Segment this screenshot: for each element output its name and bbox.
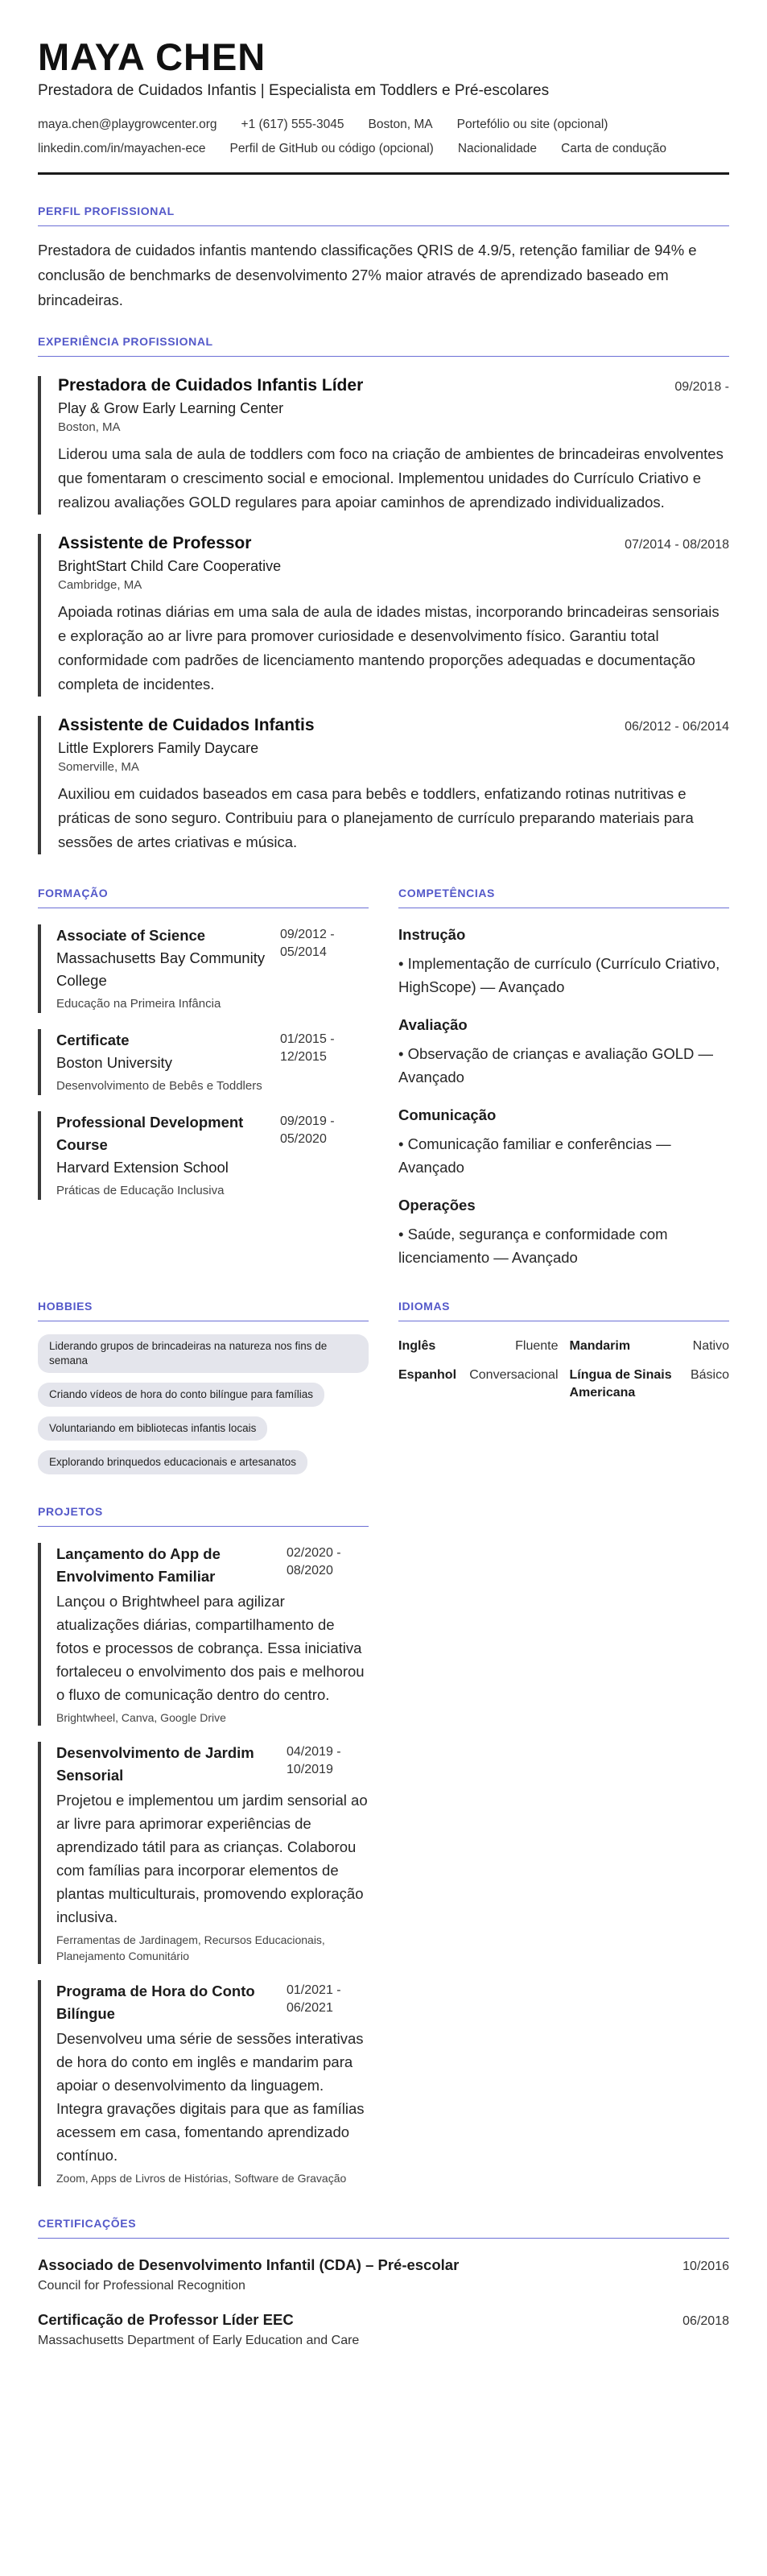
resume-header <box>38 35 729 175</box>
education-entry <box>38 1111 369 1200</box>
project-date: 04/2019 - 10/2019 <box>287 1745 341 1776</box>
language-name: Língua de Sinais Americana <box>569 1368 672 1400</box>
job-organization: Play & Grow Early Learning Center <box>58 400 284 416</box>
hobbies-section <box>38 1300 369 1474</box>
section-title: CERTIFICAÇÕES <box>38 2217 729 2239</box>
hobby-tag: Explorando brinquedos educacionais e artesanatos <box>38 1450 307 1474</box>
contact-linkedin[interactable]: linkedin.com/in/mayachen-ece <box>38 142 206 155</box>
language-entry <box>398 1367 559 1402</box>
hobbies-languages-row <box>38 1300 729 1474</box>
language-name: Mandarim <box>569 1339 631 1353</box>
section-title: COMPETÊNCIAS <box>398 887 729 908</box>
language-name: Inglês <box>398 1339 436 1353</box>
education-date: 01/2015 - 12/2015 <box>280 1032 335 1064</box>
section-title: HOBBIES <box>38 1300 369 1321</box>
section-title: FORMAÇÃO <box>38 887 369 908</box>
job-entry <box>38 716 729 854</box>
education-date: 09/2019 - 05/2020 <box>280 1114 335 1146</box>
language-level: Básico <box>690 1368 729 1382</box>
certification-date: 10/2016 <box>682 2260 729 2273</box>
contact-nationality: Nacionalidade <box>457 142 538 155</box>
job-title: Assistente de Professor <box>58 534 252 552</box>
job-location: Boston, MA <box>58 420 121 434</box>
education-date: 09/2012 - 05/2014 <box>280 928 335 959</box>
job-description: Apoiada rotinas diárias em uma sala de aula de idades mistas, incorporando brincadeiras sensoriais e exploração ao ar livre para promover curiosidade e desenvolvimento físico. Garantiu total conformidade com padrões de licenciamento mantendo proporções adequadas e documentação completa de incidentes. <box>58 603 720 693</box>
education-skills-row <box>38 887 729 1269</box>
project-title: Programa de Hora do Conto Bilíngue <box>56 1983 255 2022</box>
summary-section <box>38 205 729 312</box>
language-entry <box>570 1367 730 1402</box>
job-date: 07/2014 - 08/2018 <box>625 538 729 552</box>
skills-section <box>398 887 729 1269</box>
certification-name: Certificação de Professor Líder EEC <box>38 2311 294 2328</box>
education-entry <box>38 924 369 1013</box>
certifications-section <box>38 2217 729 2348</box>
experience-section <box>38 335 729 854</box>
skill-item: • Observação de crianças e avaliação GOLD — Avançado <box>398 1045 714 1085</box>
project-title: Lançamento do App de Envolvimento Familiar <box>56 1545 221 1585</box>
job-entry <box>38 376 729 515</box>
skill-item: • Implementação de currículo (Currículo Criativo, HighScope) — Avançado <box>398 955 720 995</box>
skill-category: Comunicação <box>398 1106 497 1123</box>
language-level: Nativo <box>692 1339 729 1353</box>
school: Boston University <box>56 1054 172 1071</box>
job-title: Assistente de Cuidados Infantis <box>58 716 315 734</box>
project-entry <box>38 1543 369 1726</box>
project-tools: Zoom, Apps de Livros de Histórias, Software de Gravação <box>56 2172 347 2185</box>
certification-name: Associado de Desenvolvimento Infantil (CDA) – Pré-escolar <box>38 2256 460 2273</box>
job-date: 06/2012 - 06/2014 <box>625 720 729 734</box>
candidate-name: MAYA CHEN <box>38 35 266 78</box>
job-location: Somerville, MA <box>58 760 139 774</box>
education-section <box>38 887 369 1269</box>
project-tools: Brightwheel, Canva, Google Drive <box>56 1711 226 1724</box>
language-entry <box>570 1338 730 1355</box>
skill-item: • Saúde, segurança e conformidade com licenciamento — Avançado <box>398 1226 668 1266</box>
job-description: Liderou uma sala de aula de toddlers com foco na criação de ambientes de brincadeiras envolventes que fomentaram o crescimento social e emocional. Implementou unidades do Currículo Criativo e realizou avaliações GOLD regulares para apoiar caminhos de aprendizado individualizados. <box>58 445 724 511</box>
education-field: Práticas de Educação Inclusiva <box>56 1184 225 1197</box>
headline: Prestadora de Cuidados Infantis | Especialista em Toddlers e Pré-escolares <box>38 82 550 99</box>
language-level: Fluente <box>515 1339 559 1353</box>
project-date: 01/2021 - 06/2021 <box>287 1983 341 2015</box>
school: Harvard Extension School <box>56 1159 229 1176</box>
job-entry <box>38 534 729 697</box>
language-name: Espanhol <box>398 1368 457 1382</box>
projects-row <box>38 1505 729 2186</box>
project-entry <box>38 1980 369 2186</box>
certification-issuer: Massachusetts Department of Early Education and Care <box>38 2334 360 2347</box>
section-title: PERFIL PROFISSIONAL <box>38 205 729 226</box>
job-description: Auxiliou em cuidados baseados em casa para bebês e toddlers, enfatizando rotinas nutritivas e práticas de sono seguro. Contribuiu para o planejamento de currículo preparando materiais para sessões de artes criativas e música. <box>58 785 694 850</box>
contact-list <box>38 118 682 156</box>
job-organization: BrightStart Child Care Cooperative <box>58 558 282 574</box>
project-date: 02/2020 - 08/2020 <box>287 1546 341 1577</box>
hobby-tag: Liderando grupos de brincadeiras na natureza nos fins de semana <box>38 1334 369 1373</box>
certification-entry <box>38 2256 729 2293</box>
skill-category: Instrução <box>398 926 466 943</box>
projects-section <box>38 1505 369 2186</box>
certification-issuer: Council for Professional Recognition <box>38 2279 245 2293</box>
contact-location: Boston, MA <box>368 118 433 131</box>
job-date: 09/2018 - <box>674 380 729 394</box>
language-entry <box>398 1338 559 1355</box>
project-title: Desenvolvimento de Jardim Sensorial <box>56 1744 254 1784</box>
job-title: Prestadora de Cuidados Infantis Líder <box>58 376 364 395</box>
hobby-tag: Criando vídeos de hora do conto bilíngue para famílias <box>38 1383 324 1407</box>
contact-email[interactable]: maya.chen@playgrowcenter.org <box>38 118 217 131</box>
education-entry <box>38 1029 369 1095</box>
degree: Certificate <box>56 1032 130 1048</box>
school: Massachusetts Bay Community College <box>56 949 266 989</box>
skill-item: • Comunicação familiar e conferências — Avançado <box>398 1135 671 1176</box>
certification-date: 06/2018 <box>682 2314 729 2328</box>
section-title: PROJETOS <box>38 1505 369 1527</box>
degree: Professional Development Course <box>56 1114 244 1153</box>
project-description: Desenvolveu uma série de sessões interativas de hora do conto em inglês e mandarim para apoiar o desenvolvimento da linguagem. Integra gravações digitais para que as famílias acessem em casa, fomentando aprendizado contínuo. <box>56 2030 365 2164</box>
skill-category: Operações <box>398 1197 476 1214</box>
project-description: Lançou o Brightwheel para agilizar atualizações diárias, compartilhamento de fotos e processos de cobrança. Essa iniciativa fortaleceu o envolvimento dos pais e melhorou o fluxo de comunicação dentro do centro. <box>56 1593 365 1703</box>
contact-driving-license: Carta de condução <box>561 142 667 155</box>
project-description: Projetou e implementou um jardim sensorial ao ar livre para aprimorar experiências de aprendizado tátil para as crianças. Colaborou com famílias para incorporar elementos de plantas multiculturais, promovendo exploração inclusiva. <box>56 1792 368 1925</box>
project-entry <box>38 1742 369 1964</box>
job-location: Cambridge, MA <box>58 578 142 592</box>
contact-portfolio[interactable]: Portefólio ou site (opcional) <box>456 118 608 131</box>
education-field: Desenvolvimento de Bebês e Toddlers <box>56 1079 262 1093</box>
job-organization: Little Explorers Family Daycare <box>58 740 259 756</box>
section-title: EXPERIÊNCIA PROFISSIONAL <box>38 335 729 357</box>
language-level: Conversacional <box>469 1368 559 1382</box>
education-field: Educação na Primeira Infância <box>56 997 221 1011</box>
contact-phone[interactable]: +1 (617) 555-3045 <box>241 118 344 131</box>
section-title: IDIOMAS <box>398 1300 729 1321</box>
contact-github[interactable]: Perfil de GitHub ou código (opcional) <box>229 142 434 155</box>
header-divider <box>38 172 729 175</box>
degree: Associate of Science <box>56 927 206 944</box>
summary-text: Prestadora de cuidados infantis mantendo classificações QRIS de 4.9/5, retenção familiar de 94% e conclusão de benchmarks de desenvolvimento 27% maior através de aprendizado baseado em brincadeiras. <box>38 242 697 308</box>
skill-category: Avaliação <box>398 1016 468 1033</box>
hobby-tag: Voluntariando em bibliotecas infantis locais <box>38 1416 267 1441</box>
project-tools: Ferramentas de Jardinagem, Recursos Educacionais, Planejamento Comunitário <box>56 1933 325 1962</box>
languages-section <box>398 1300 729 1474</box>
certification-entry <box>38 2311 729 2348</box>
